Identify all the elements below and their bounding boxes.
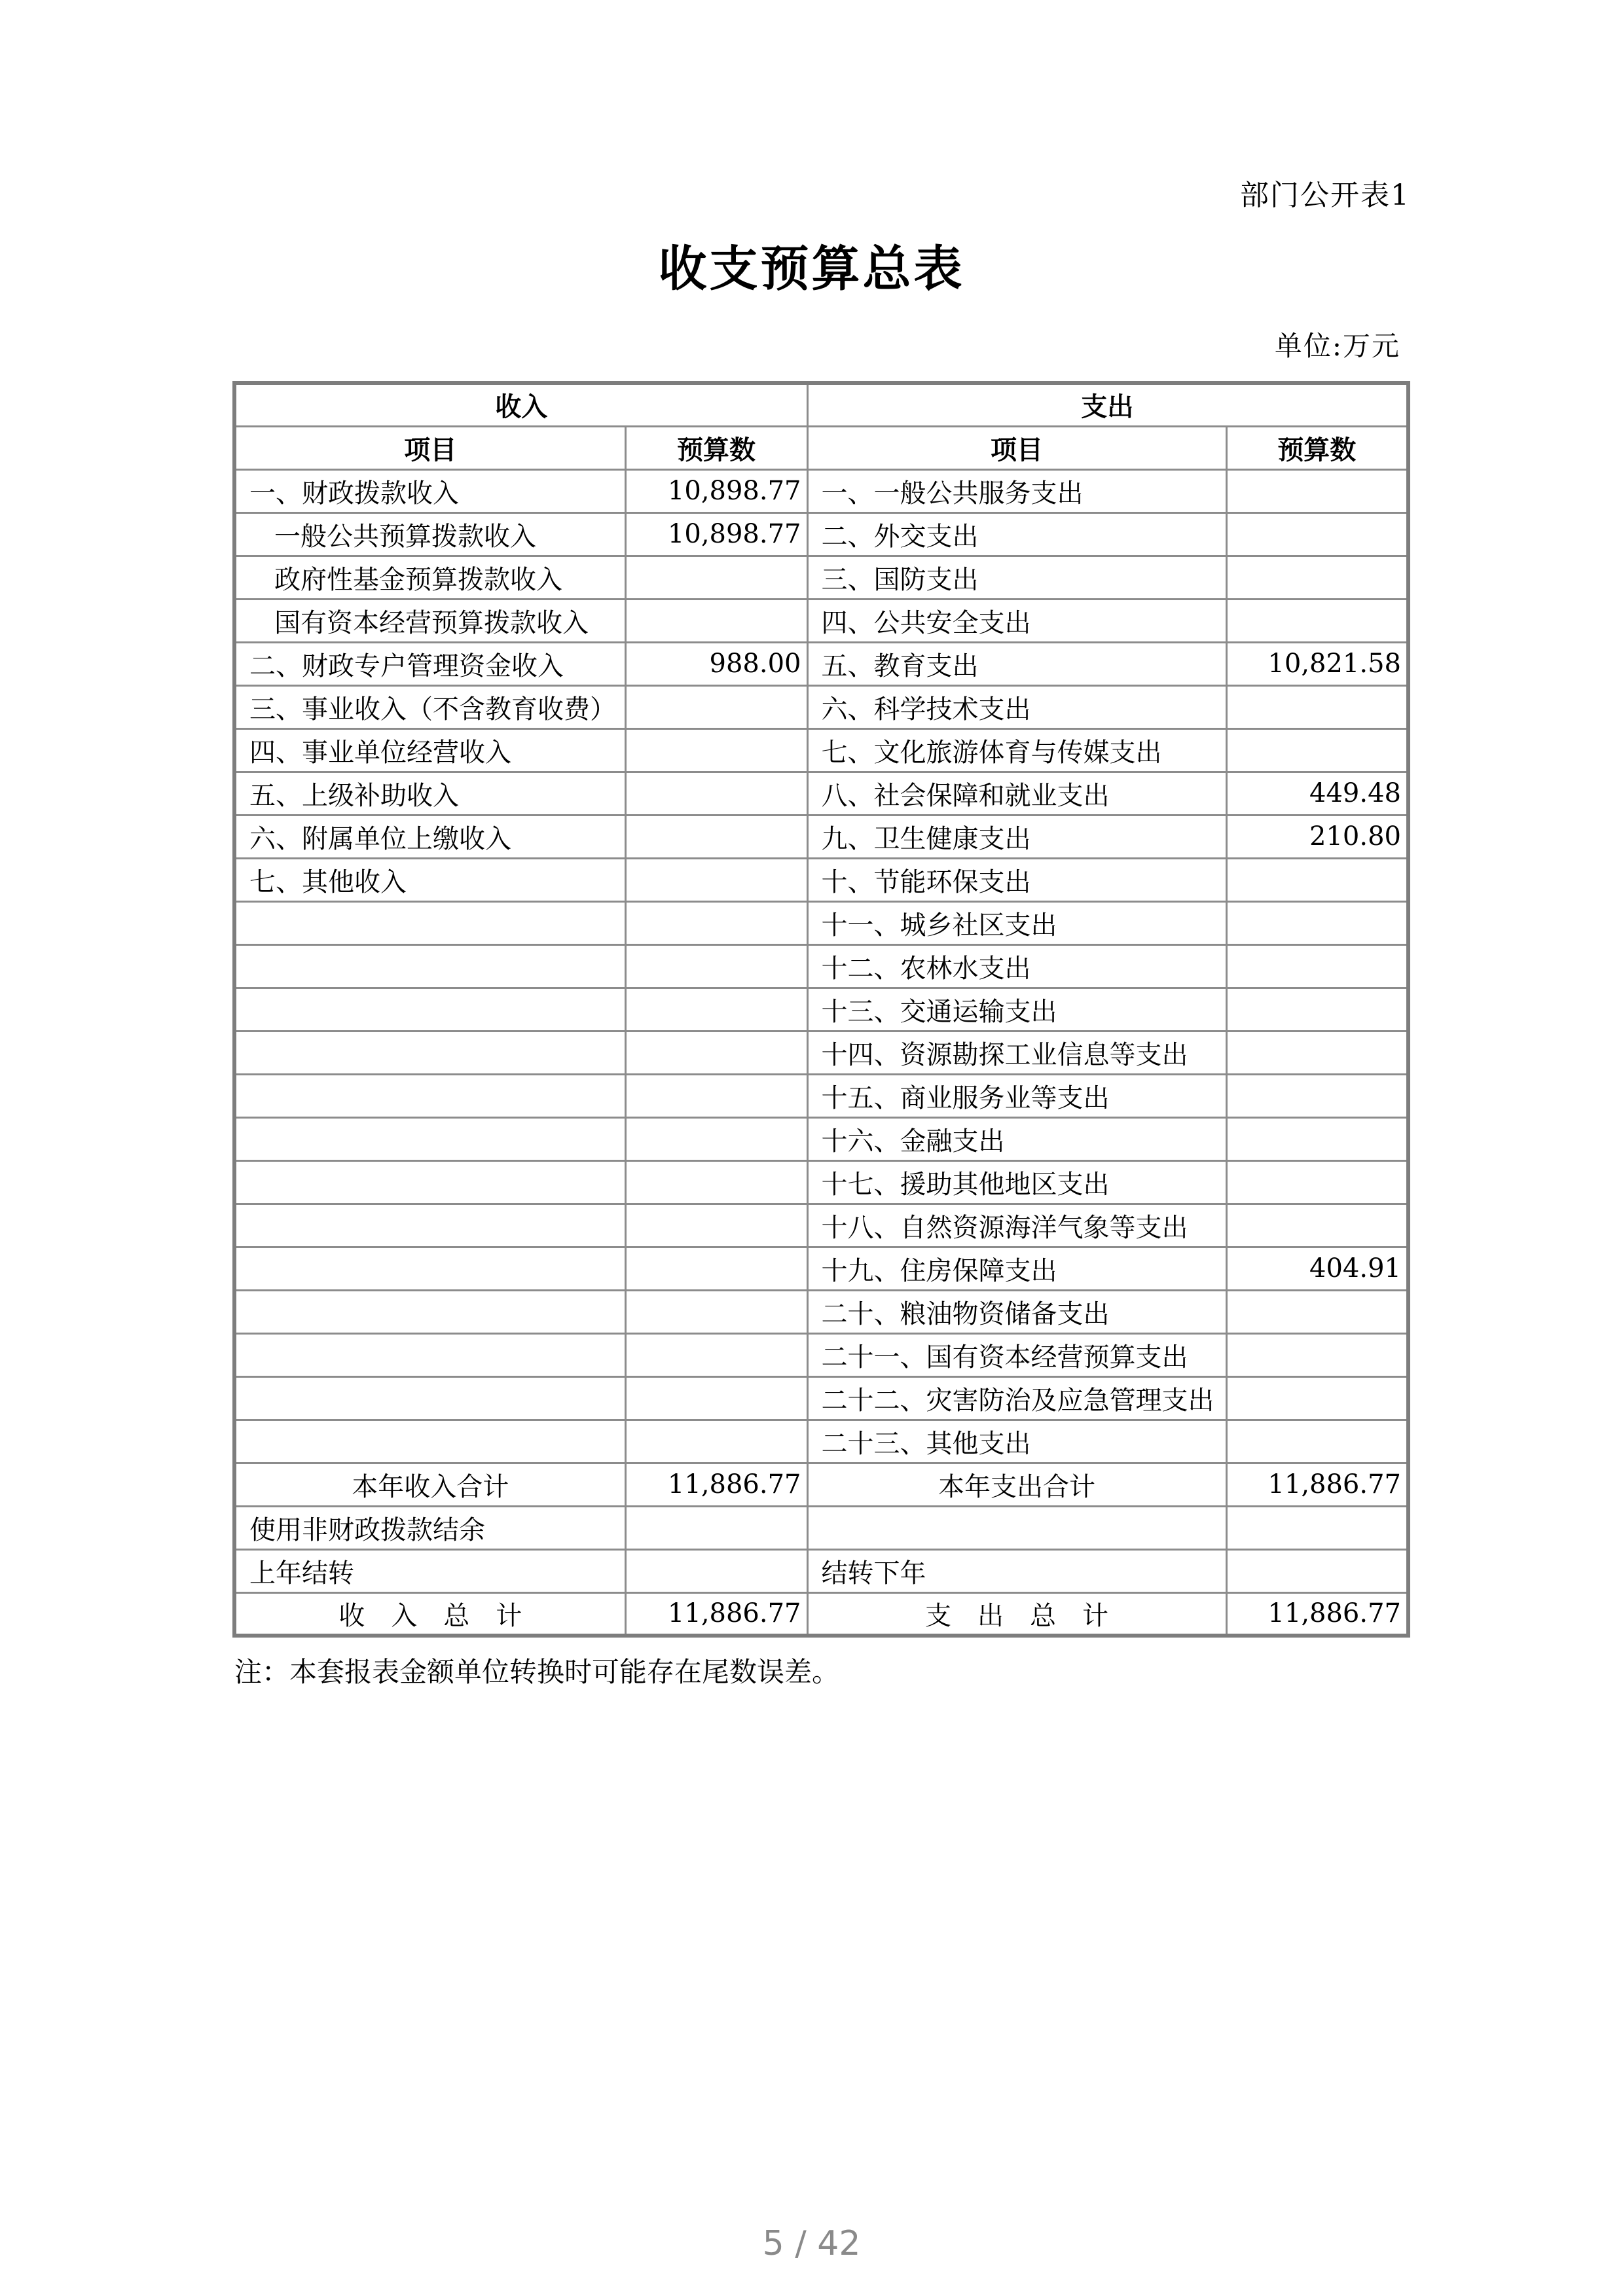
income-value-cell [625, 901, 807, 944]
expense-item-cell: 本年支出合计 [807, 1463, 1226, 1506]
income-item-cell: 六、附属单位上缴收入 [234, 815, 625, 858]
expense-item-cell: 六、科学技术支出 [807, 685, 1226, 728]
income-value-cell: 988.00 [625, 642, 807, 685]
income-item-cell [234, 1031, 625, 1074]
expense-value-cell: 449.48 [1226, 772, 1408, 815]
expense-value-cell [1226, 858, 1408, 901]
income-item-cell [234, 1333, 625, 1376]
income-value-cell [625, 1290, 807, 1333]
table-row [234, 469, 1408, 512]
income-value-cell: 10,898.77 [625, 512, 807, 556]
expense-item-cell: 十八、自然资源海洋气象等支出 [807, 1204, 1226, 1247]
expense-value-cell [1226, 901, 1408, 944]
income-group-header: 收入 [234, 383, 807, 426]
expense-item-cell: 支 出 总 计 [807, 1592, 1226, 1636]
expense-item-cell: 九、卫生健康支出 [807, 815, 1226, 858]
unit-label: 单位:万元 [1274, 330, 1400, 362]
table-row [234, 858, 1408, 901]
table-row [234, 1333, 1408, 1376]
table-row [234, 1506, 1408, 1549]
expense-item-cell: 五、教育支出 [807, 642, 1226, 685]
expense-value-cell [1226, 1420, 1408, 1463]
income-value-cell [625, 728, 807, 772]
expense-item-cell: 十三、交通运输支出 [807, 988, 1226, 1031]
expense-value-cell [1226, 1074, 1408, 1117]
expense-item-cell: 七、文化旅游体育与传媒支出 [807, 728, 1226, 772]
income-value-cell [625, 815, 807, 858]
income-item-cell: 收 入 总 计 [234, 1592, 625, 1636]
expense-item-cell: 十四、资源勘探工业信息等支出 [807, 1031, 1226, 1074]
income-item-cell: 七、其他收入 [234, 858, 625, 901]
table-row [234, 1592, 1408, 1636]
income-value-cell [625, 599, 807, 642]
table-row [234, 1290, 1408, 1333]
budget-table [232, 381, 1410, 1638]
expense-item-cell: 四、公共安全支出 [807, 599, 1226, 642]
table-row [234, 599, 1408, 642]
income-value-cell [625, 1376, 807, 1420]
income-item-cell [234, 1290, 625, 1333]
income-value-cell [625, 1031, 807, 1074]
expense-item-cell: 十七、援助其他地区支出 [807, 1160, 1226, 1204]
table-row [234, 1117, 1408, 1160]
table-row [234, 1549, 1408, 1592]
expense-item-cell: 二、外交支出 [807, 512, 1226, 556]
expense-item-cell: 二十二、灾害防治及应急管理支出 [807, 1376, 1226, 1420]
income-item-cell [234, 1074, 625, 1117]
expense-value-cell: 11,886.77 [1226, 1463, 1408, 1506]
income-item-cell [234, 901, 625, 944]
table-row [234, 512, 1408, 556]
expense-item-header: 项目 [807, 426, 1226, 469]
expense-value-cell [1226, 728, 1408, 772]
income-item-cell [234, 944, 625, 988]
expense-item-cell: 十、节能环保支出 [807, 858, 1226, 901]
expense-item-cell: 十一、城乡社区支出 [807, 901, 1226, 944]
income-item-cell: 上年结转 [234, 1549, 625, 1592]
expense-value-cell [1226, 1506, 1408, 1549]
table-row [234, 728, 1408, 772]
table-row [234, 988, 1408, 1031]
table-row [234, 1420, 1408, 1463]
income-value-cell [625, 1074, 807, 1117]
income-item-cell: 本年收入合计 [234, 1463, 625, 1506]
table-row [234, 1031, 1408, 1074]
income-item-header: 项目 [234, 426, 625, 469]
expense-value-cell [1226, 988, 1408, 1031]
income-item-cell [234, 1247, 625, 1290]
expense-value-cell [1226, 1549, 1408, 1592]
income-value-cell [625, 1160, 807, 1204]
expense-item-cell: 一、一般公共服务支出 [807, 469, 1226, 512]
income-value-cell [625, 685, 807, 728]
expense-value-cell [1226, 1290, 1408, 1333]
income-value-cell [625, 1117, 807, 1160]
table-row [234, 1463, 1408, 1506]
expense-value-cell [1226, 1160, 1408, 1204]
expense-value-cell [1226, 1376, 1408, 1420]
expense-value-cell [1226, 469, 1408, 512]
page-number-indicator: 5 / 42 [762, 2224, 861, 2263]
income-item-cell: 使用非财政拨款结余 [234, 1506, 625, 1549]
expense-item-cell: 二十三、其他支出 [807, 1420, 1226, 1463]
income-value-header: 预算数 [625, 426, 807, 469]
expense-group-header: 支出 [807, 383, 1408, 426]
expense-value-cell: 10,821.58 [1226, 642, 1408, 685]
income-item-cell: 二、财政专户管理资金收入 [234, 642, 625, 685]
income-value-cell [625, 1506, 807, 1549]
expense-item-cell: 十六、金融支出 [807, 1117, 1226, 1160]
table-row [234, 1376, 1408, 1420]
income-value-cell [625, 556, 807, 599]
footnote: 注：本套报表金额单位转换时可能存在尾数误差。 [234, 1656, 840, 1688]
income-value-cell: 10,898.77 [625, 469, 807, 512]
income-item-cell [234, 1117, 625, 1160]
table-row [234, 685, 1408, 728]
table-row [234, 815, 1408, 858]
income-value-cell [625, 772, 807, 815]
income-item-cell [234, 1376, 625, 1420]
income-item-cell: 五、上级补助收入 [234, 772, 625, 815]
income-value-cell: 11,886.77 [625, 1463, 807, 1506]
expense-value-cell [1226, 512, 1408, 556]
table-row [234, 944, 1408, 988]
income-value-cell [625, 1333, 807, 1376]
income-value-cell [625, 1204, 807, 1247]
expense-item-cell: 十五、商业服务业等支出 [807, 1074, 1226, 1117]
table-row [234, 901, 1408, 944]
table-row [234, 642, 1408, 685]
income-item-cell: 三、事业收入（不含教育收费） [234, 685, 625, 728]
column-header-row [234, 426, 1408, 469]
expense-value-cell [1226, 556, 1408, 599]
expense-item-cell: 结转下年 [807, 1549, 1226, 1592]
expense-value-cell: 404.91 [1226, 1247, 1408, 1290]
expense-item-cell: 八、社会保障和就业支出 [807, 772, 1226, 815]
income-item-cell: 政府性基金预算拨款收入 [234, 556, 625, 599]
income-item-cell [234, 1420, 625, 1463]
expense-value-cell [1226, 1031, 1408, 1074]
income-value-cell [625, 944, 807, 988]
income-item-cell [234, 988, 625, 1031]
expense-value-header: 预算数 [1226, 426, 1408, 469]
income-value-cell [625, 858, 807, 901]
table-body [234, 469, 1408, 1636]
income-item-cell: 一般公共预算拨款收入 [234, 512, 625, 556]
expense-item-cell: 二十一、国有资本经营预算支出 [807, 1333, 1226, 1376]
group-header-row [234, 383, 1408, 426]
income-value-cell: 11,886.77 [625, 1592, 807, 1636]
income-item-cell: 一、财政拨款收入 [234, 469, 625, 512]
expense-value-cell: 11,886.77 [1226, 1592, 1408, 1636]
income-item-cell [234, 1160, 625, 1204]
expense-value-cell [1226, 1333, 1408, 1376]
expense-item-cell: 三、国防支出 [807, 556, 1226, 599]
income-value-cell [625, 1247, 807, 1290]
income-value-cell [625, 988, 807, 1031]
expense-value-cell: 210.80 [1226, 815, 1408, 858]
corner-label: 部门公开表1 [1240, 179, 1410, 212]
expense-value-cell [1226, 944, 1408, 988]
expense-item-cell: 十二、农林水支出 [807, 944, 1226, 988]
table-row [234, 1204, 1408, 1247]
income-value-cell [625, 1549, 807, 1592]
expense-value-cell [1226, 599, 1408, 642]
expense-value-cell [1226, 1204, 1408, 1247]
table-row [234, 772, 1408, 815]
expense-value-cell [1226, 685, 1408, 728]
expense-value-cell [1226, 1117, 1408, 1160]
income-item-cell [234, 1204, 625, 1247]
table-row [234, 556, 1408, 599]
income-item-cell: 四、事业单位经营收入 [234, 728, 625, 772]
expense-item-cell [807, 1506, 1226, 1549]
table-row [234, 1247, 1408, 1290]
table-row [234, 1160, 1408, 1204]
income-item-cell: 国有资本经营预算拨款收入 [234, 599, 625, 642]
page-title: 收支预算总表 [658, 241, 965, 297]
expense-item-cell: 二十、粮油物资储备支出 [807, 1290, 1226, 1333]
table-row [234, 1074, 1408, 1117]
income-value-cell [625, 1420, 807, 1463]
expense-item-cell: 十九、住房保障支出 [807, 1247, 1226, 1290]
table-header [234, 383, 1408, 469]
